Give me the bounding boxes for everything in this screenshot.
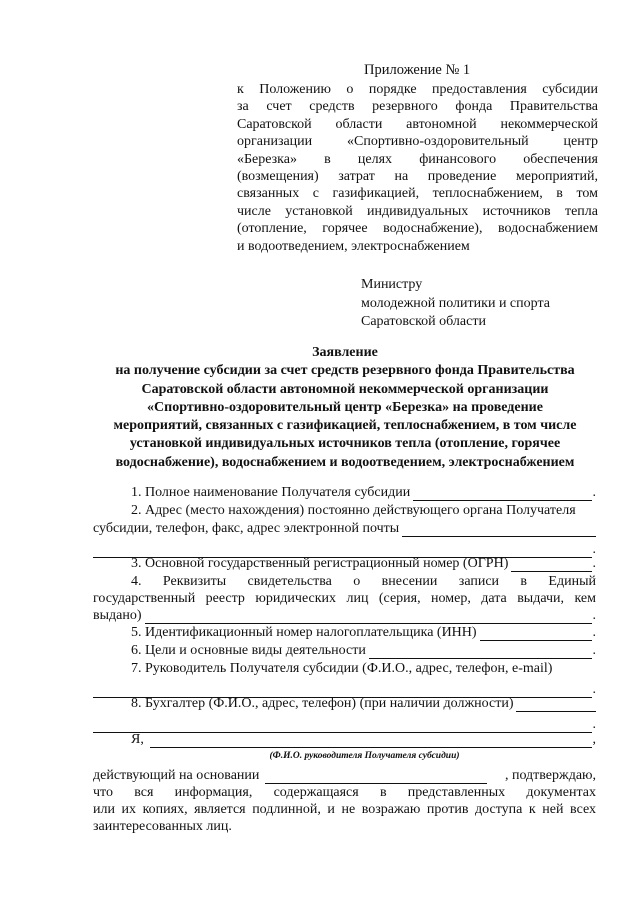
acting-basis-label: действующий на основании bbox=[93, 768, 260, 783]
item-label: субсидии, телефон, факс, адрес электронной почты bbox=[93, 521, 400, 536]
addressee-line: Саратовской области bbox=[361, 314, 486, 330]
declaration-line: что вся информация, содержащаяся в представленных документах bbox=[93, 785, 596, 800]
item-activities: 6. Цели и основные виды деятельности . bbox=[131, 643, 596, 658]
appendix-line: «Березка» в целях финансового обеспечения bbox=[237, 151, 598, 167]
basis-field[interactable] bbox=[265, 770, 487, 784]
confirm-label: , подтверждаю, bbox=[504, 768, 596, 783]
appendix-line: числе установкой индивидуальных источников тепла bbox=[237, 203, 598, 219]
accountant-field[interactable] bbox=[516, 698, 596, 712]
appendix-line: (отопление, горячее водоснабжение), водоснабжением bbox=[237, 221, 598, 237]
appendix-reference bbox=[237, 81, 598, 255]
activities-field[interactable] bbox=[369, 645, 592, 659]
item-label: 3. Основной государственный регистрационный номер (ОГРН) bbox=[131, 556, 509, 571]
ogrn-field[interactable] bbox=[511, 558, 591, 572]
item-label: 1. Полное наименование Получателя субсидии bbox=[131, 485, 411, 500]
addressee-line: Министру bbox=[361, 277, 423, 292]
item-label: 2. Адрес (место нахождения) постоянно действующего органа Получателя bbox=[131, 503, 576, 518]
appendix-line: за счет средств резервного фонда Правительства bbox=[237, 99, 598, 115]
item-label: 8. Бухгалтер (Ф.И.О., адрес, телефон) (при наличии должности) bbox=[131, 696, 514, 711]
appendix-line: к Положению о порядке предоставления субсидии bbox=[237, 82, 598, 97]
appendix-line: Саратовской области автономной некоммерческой bbox=[237, 116, 598, 132]
item-label: 5. Идентификационный номер налогоплательщика (ИНН) bbox=[131, 625, 477, 640]
inn-field[interactable] bbox=[480, 627, 592, 641]
heading-line: Саратовской области автономной некоммерческой организации bbox=[141, 381, 549, 397]
full-name-field[interactable] bbox=[413, 487, 591, 501]
heading-line: на получение субсидии за счет средств резервного фонда Правительства bbox=[115, 363, 575, 379]
item-label: 4. Реквизиты свидетельства о внесении записи в Единый bbox=[131, 574, 596, 589]
address-field[interactable] bbox=[402, 523, 596, 537]
item-label: государственный реестр юридических лиц (серия, номер, дата выдачи, кем bbox=[93, 591, 596, 606]
director-name-field[interactable] bbox=[150, 734, 592, 748]
heading-line: «Спортивно-оздоровительный центр «Березка» на проведение bbox=[147, 399, 543, 415]
document-title: Заявление bbox=[312, 345, 378, 360]
addressee-block bbox=[361, 276, 550, 332]
item-address: 2. Адрес (место нахождения) постоянно действующего органа Получателя субсидии, телефон, факс, адрес электронной почты . bbox=[93, 503, 596, 557]
director-name-caption: (Ф.И.О. руководителя Получателя субсидии) bbox=[269, 751, 460, 761]
item-label: 7. Руководитель Получателя субсидии (Ф.И.О., адрес, телефон, e-mail) bbox=[131, 661, 553, 676]
item-full-name: 1. Полное наименование Получателя субсидии . bbox=[131, 485, 596, 500]
item-label: 6. Цели и основные виды деятельности bbox=[131, 643, 366, 658]
appendix-line: связанных с газификацией, теплоснабжением, в том bbox=[237, 186, 598, 202]
document-heading bbox=[80, 344, 610, 472]
item-ogrn: 3. Основной государственный регистрационный номер (ОГРН) . bbox=[131, 556, 596, 571]
declaration-line: заинтересованных лиц. bbox=[93, 819, 232, 834]
ya-label: Я, bbox=[131, 732, 144, 747]
item-registry-certificate: 4. Реквизиты свидетельства о внесении записи в Единый государственный реестр юридических лиц (серия, номер, дата выдачи, кем выдано) . bbox=[93, 574, 596, 623]
item-inn: 5. Идентификационный номер налогоплательщика (ИНН) . bbox=[131, 625, 596, 640]
heading-line: установкой индивидуальных источников тепла (отопление, горячее bbox=[129, 436, 561, 452]
heading-line: водоснабжение), водоснабжением и водоотведением, электроснабжением bbox=[115, 454, 575, 470]
item-director: 7. Руководитель Получателя субсидии (Ф.И.О., адрес, телефон, e-mail) . bbox=[93, 660, 596, 698]
certificate-field[interactable] bbox=[145, 610, 592, 624]
appendix-line: (возмещения) затрат на проведение мероприятий, bbox=[237, 169, 598, 185]
heading-line: мероприятий, связанных с газификацией, теплоснабжением, в том числе bbox=[113, 418, 577, 434]
item-label: выдано) bbox=[93, 608, 142, 623]
declaration: Я, , (Ф.И.О. руководителя Получателя субсидии) действующий на основании , подтверждаю, что вся информация, содержащаяся в представленных документах или их копиях, является подлинной, и не возражаю против доступа к ней всех заинтересованных лиц. bbox=[93, 732, 596, 834]
appendix-line: и водоотведением, электроснабжением bbox=[237, 238, 470, 254]
addressee-line: молодежной политики и спорта bbox=[361, 295, 550, 311]
item-accountant: 8. Бухгалтер (Ф.И.О., адрес, телефон) (при наличии должности) . bbox=[93, 695, 596, 733]
declaration-line: или их копиях, является подлинной, и не возражаю против доступа к ней всех bbox=[93, 802, 596, 817]
appendix-title: Приложение № 1 bbox=[364, 62, 471, 78]
appendix-line: организации «Спортивно-оздоровительный центр bbox=[237, 134, 598, 150]
